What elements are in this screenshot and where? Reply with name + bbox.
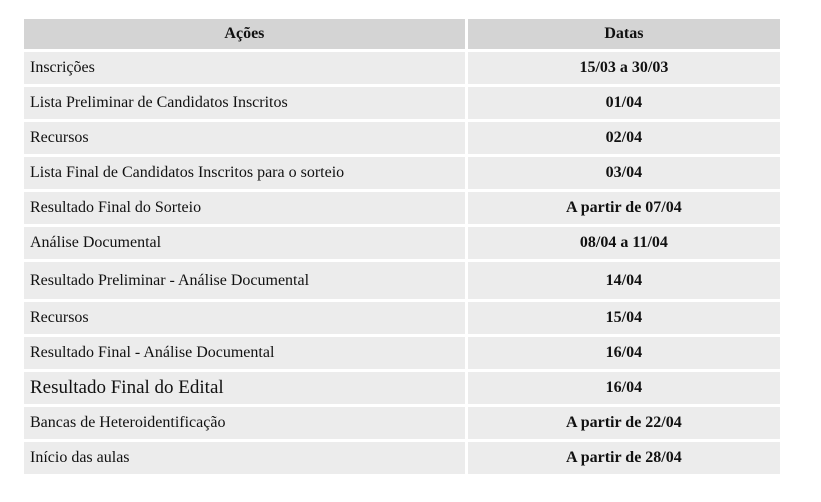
data-cell: 03/04 <box>468 157 780 189</box>
table-row <box>24 52 780 84</box>
data-cell: 01/04 <box>468 87 780 119</box>
table-row <box>24 192 780 224</box>
acao-cell: Resultado Final - Análise Documental <box>24 337 468 369</box>
header-acoes: Ações <box>24 19 468 49</box>
acao-cell: Lista Preliminar de Candidatos Inscritos <box>24 87 468 119</box>
table-row <box>24 262 780 299</box>
table-row <box>24 372 780 404</box>
acao-cell: Inscrições <box>24 52 468 84</box>
data-cell: A partir de 07/04 <box>468 192 780 224</box>
data-cell: A partir de 22/04 <box>468 407 780 439</box>
acao-cell: Recursos <box>24 122 468 154</box>
data-cell: 16/04 <box>468 372 780 404</box>
acao-cell: Início das aulas <box>24 442 468 474</box>
acao-cell: Recursos <box>24 302 468 334</box>
table-row <box>24 407 780 439</box>
data-cell: 15/04 <box>468 302 780 334</box>
acao-cell: Resultado Final do Edital <box>24 372 468 404</box>
table-row <box>24 227 780 259</box>
table-row <box>24 122 780 154</box>
schedule-table <box>24 16 780 477</box>
table-row <box>24 302 780 334</box>
header-datas: Datas <box>468 19 780 49</box>
data-cell: 02/04 <box>468 122 780 154</box>
table-row <box>24 337 780 369</box>
acao-cell: Bancas de Heteroidentificação <box>24 407 468 439</box>
acao-cell: Resultado Final do Sorteio <box>24 192 468 224</box>
table-row <box>24 157 780 189</box>
acao-cell: Análise Documental <box>24 227 468 259</box>
data-cell: 15/03 a 30/03 <box>468 52 780 84</box>
header-row <box>24 19 780 49</box>
acao-cell: Resultado Preliminar - Análise Documental <box>24 262 468 299</box>
table-row <box>24 87 780 119</box>
data-cell: 14/04 <box>468 262 780 299</box>
data-cell: 16/04 <box>468 337 780 369</box>
data-cell: A partir de 28/04 <box>468 442 780 474</box>
data-cell: 08/04 a 11/04 <box>468 227 780 259</box>
table-row <box>24 442 780 474</box>
acao-cell: Lista Final de Candidatos Inscritos para o sorteio <box>24 157 468 189</box>
